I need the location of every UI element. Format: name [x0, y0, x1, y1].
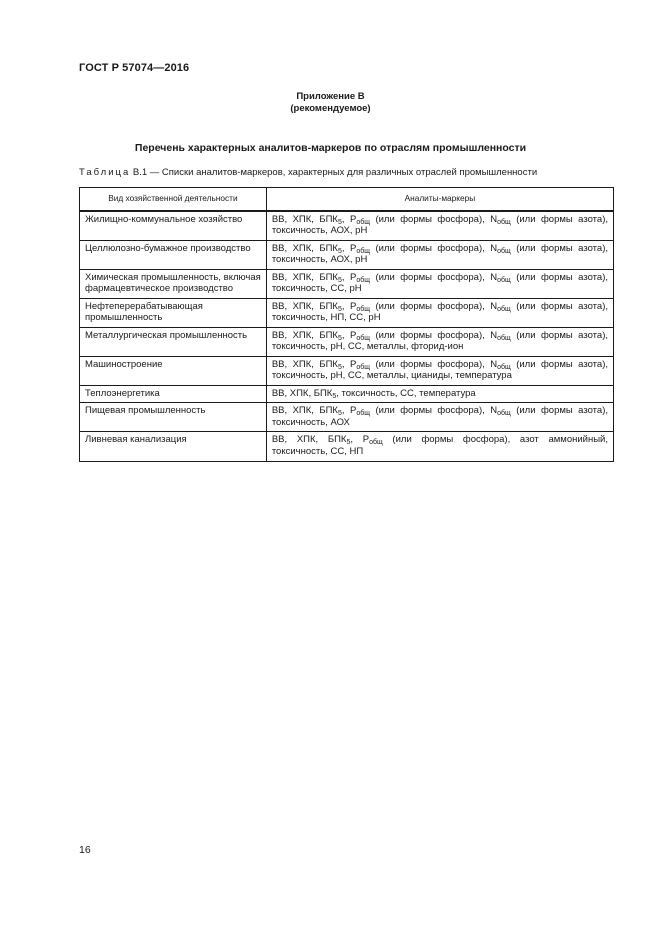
table-header-row	[80, 188, 614, 211]
markers-text: ВВ, ХПК, БПК	[271, 405, 338, 416]
subscript: общ	[497, 305, 511, 313]
subscript: общ	[497, 247, 511, 255]
appendix-heading	[0, 91, 661, 115]
activity-cell: Металлургическая промышленность	[80, 327, 267, 356]
subscript: общ	[356, 276, 370, 284]
markers-cell	[266, 298, 613, 327]
activity-cell: Ливневая канализация	[80, 432, 267, 462]
subscript: общ	[497, 276, 511, 284]
markers-text: (или формы фосфора), N	[370, 300, 498, 312]
subscript: общ	[497, 334, 511, 342]
markers-text: (или формы азота), токсичность, СС, рН	[271, 271, 608, 294]
activity-cell: Целлюлозно-бумажное производство	[80, 240, 267, 269]
markers-cell	[266, 269, 613, 298]
subscript: 5	[337, 334, 342, 342]
table-caption	[79, 167, 537, 178]
markers-text: (или формы фосфора), N	[370, 271, 498, 283]
markers-cell	[266, 240, 613, 269]
subscript: общ	[497, 363, 511, 371]
markers-text: ВВ, ХПК, БПК	[271, 271, 338, 283]
markers-text: ВВ, ХПК, БПК	[271, 387, 333, 399]
markers-text: , Р	[341, 405, 357, 416]
markers-text: ВВ, ХПК, БПК	[271, 358, 338, 370]
markers-cell	[266, 211, 613, 241]
markers-text: (или формы азота), токсичность, рН, СС, металлы, фторид-ион	[271, 329, 608, 352]
table-row	[80, 269, 614, 298]
analytes-table	[79, 187, 614, 462]
subscript: общ	[356, 218, 370, 226]
activity-cell: Теплоэнергетика	[80, 385, 267, 403]
activity-cell: Машиностроение	[80, 356, 267, 385]
subscript: 5	[337, 305, 342, 313]
markers-text: , Р	[350, 434, 370, 445]
column-header-markers: Аналиты-маркеры	[266, 188, 613, 211]
subscript: общ	[497, 218, 511, 226]
subscript: 5	[332, 392, 337, 400]
markers-text: ВВ, ХПК, БПК	[271, 242, 338, 254]
markers-text: (или формы азота), токсичность, НП, СС, рН	[271, 300, 608, 323]
markers-text: , Р	[341, 213, 357, 225]
activity-cell: Жилищно-коммунальное хозяйство	[80, 211, 267, 241]
subscript: общ	[497, 410, 511, 417]
appendix-status: (рекомендуемое)	[290, 103, 371, 114]
subscript: 5	[337, 363, 342, 371]
markers-text: ВВ, ХПК, БПК	[271, 213, 338, 225]
section-title: Перечень характерных аналитов-маркеров по отраслям промышленности	[134, 142, 527, 154]
activity-cell: Пищевая промышленность	[80, 403, 267, 432]
markers-text: , токсичность, СС, температура	[336, 387, 476, 399]
column-header-activity: Вид хозяйственной деятельности	[80, 188, 267, 211]
markers-text: (или формы фосфора), N	[370, 358, 498, 370]
markers-text: ВВ, ХПК, БПК	[271, 329, 338, 341]
table-caption-prefix: Таблица	[79, 167, 131, 178]
markers-text: (или формы фосфора), N	[370, 329, 498, 341]
markers-text: (или формы фосфора), азот аммонийный, токсичность, СС, НП	[271, 434, 608, 457]
table-row	[80, 327, 614, 356]
table-row	[80, 385, 614, 403]
markers-text: (или формы азота), токсичность, АОХ, рН	[271, 242, 608, 265]
markers-text: (или формы фосфора), N	[370, 242, 498, 254]
markers-text: (или формы фосфора), N	[370, 405, 498, 416]
subscript: 5	[337, 410, 342, 417]
subscript: 5	[337, 247, 342, 255]
table-row	[80, 356, 614, 385]
activity-cell: Химическая промышленность, включая фармацевтическое производство	[80, 269, 267, 298]
markers-text: (или формы азота), токсичность, АОХ, рН	[271, 213, 608, 236]
subscript: общ	[369, 439, 383, 446]
markers-text: , Р	[341, 242, 357, 254]
subscript: общ	[356, 410, 370, 417]
table-caption-text: В.1 — Списки аналитов-маркеров, характерных для различных отраслей промышленности	[130, 167, 538, 178]
markers-text: (или формы азота), токсичность, рН, СС, металлы, цианиды, температура	[271, 358, 608, 381]
subscript: 5	[337, 218, 342, 226]
subscript: 5	[346, 439, 351, 446]
appendix-title: Приложение В	[296, 91, 365, 102]
subscript: общ	[356, 247, 370, 255]
markers-cell	[266, 327, 613, 356]
subscript: общ	[356, 334, 370, 342]
table-row	[80, 432, 614, 462]
standard-designation: ГОСТ Р 57074—2016	[79, 62, 190, 74]
markers-text: , Р	[341, 329, 357, 341]
markers-text: (или формы азота), токсичность, АОХ	[271, 405, 608, 428]
markers-cell	[266, 356, 613, 385]
markers-cell	[266, 385, 613, 403]
table-row	[80, 240, 614, 269]
markers-text: ВВ, ХПК, БПК	[271, 434, 347, 445]
subscript: общ	[356, 305, 370, 313]
markers-cell	[266, 403, 613, 432]
subscript: 5	[337, 276, 342, 284]
markers-text: , Р	[341, 300, 357, 312]
page-number: 16	[79, 844, 91, 856]
markers-text: (или формы фосфора), N	[370, 213, 498, 225]
table-row	[80, 211, 614, 241]
markers-cell	[266, 432, 613, 462]
markers-text: , Р	[341, 358, 357, 370]
markers-text: , Р	[341, 271, 357, 283]
table-row	[80, 403, 614, 432]
markers-text: ВВ, ХПК, БПК	[271, 300, 338, 312]
table-row	[80, 298, 614, 327]
activity-cell: Нефтеперерабатывающая промышленность	[80, 298, 267, 327]
subscript: общ	[356, 363, 370, 371]
